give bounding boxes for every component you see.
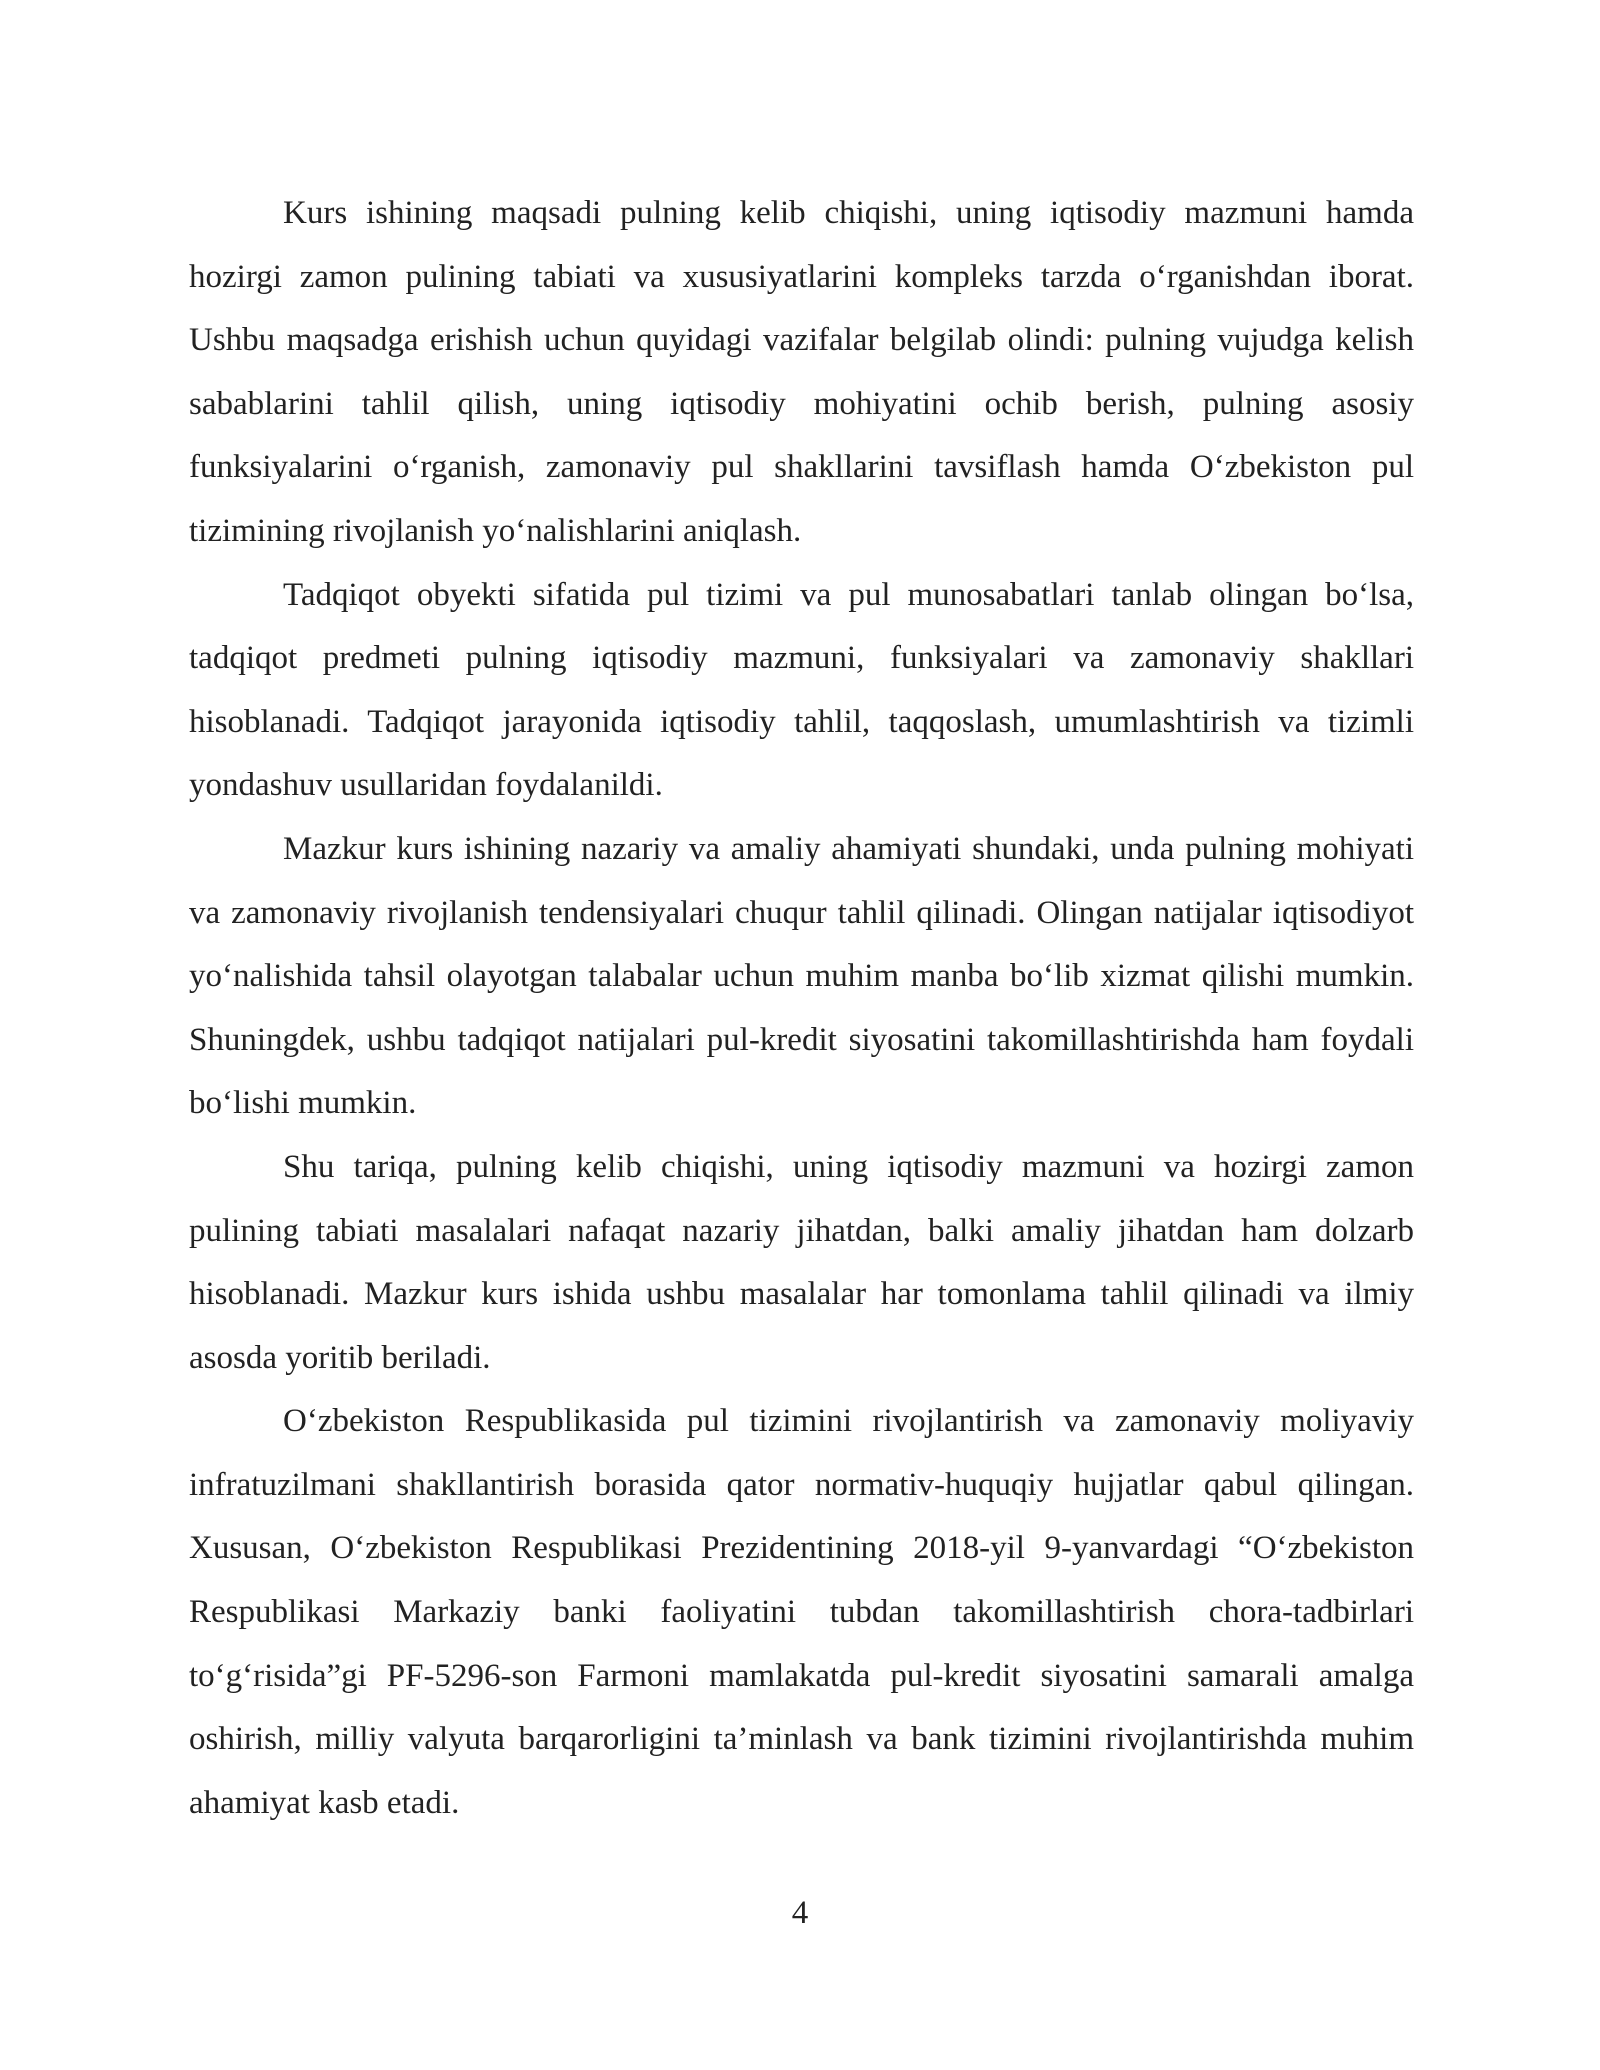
body-text <box>189 182 1414 1835</box>
page-number: 4 <box>791 1895 809 1931</box>
paragraph-4: Shu tariqa, pulning kelib chiqishi, uning iqtisodiy mazmuni va hozirgi zamon pulining tabiati masalalari nafaqat nazariy jihatdan, balki amaliy jihatdan ham dolzarb hisoblanadi. Mazkur kurs ishida ushbu masalalar har tomonlama tahlil qilinadi va ilmiy asosda yoritib beriladi. <box>189 1148 1414 1376</box>
paragraph-2: Tadqiqot obyekti sifatida pul tizimi va pul munosabatlari tanlab olingan bo‘lsa, tadqiqot predmeti pulning iqtisodiy mazmuni, funksiyalari va zamonaviy shakllari hisoblanadi. Tadqiqot jarayonida iqtisodiy tahlil, taqqoslash, umumlashtirish va tizimli yondashuv usullaridan foydalanildi. <box>189 576 1414 804</box>
paragraph-5: O‘zbekiston Respublikasida pul tizimini rivojlantirish va zamonaviy moliyaviy infratuzilmani shakllantirish borasida qator normativ-huquqiy hujjatlar qabul qilingan. Xususan, O‘zbekiston Respublikasi Prezidentining 2018-yil 9-yanvardagi “O‘zbekiston Respublikasi Markaziy banki faoliyatini tubdan takomillashtirish chora-tadbirlari to‘g‘risida”gi PF-5296-son Farmoni mamlakatda pul-kredit siyosatini samarali amalga oshirish, milliy valyuta barqarorligini ta’minlash va bank tizimini rivojlantirishda muhim ahamiyat kasb etadi. <box>189 1403 1414 1821</box>
paragraph-1: Kurs ishining maqsadi pulning kelib chiqishi, uning iqtisodiy mazmuni hamda hozirgi zamon pulining tabiati va xususiyatlarini kompleks tarzda o‘rganishdan iborat. Ushbu maqsadga erishish uchun quyidagi vazifalar belgilab olindi: pulning vujudga kelish sabablarini tahlil qilish, uning iqtisodiy mohiyatini ochib berish, pulning asosiy funksiyalarini o‘rganish, zamonaviy pul shakllarini tavsiflash hamda O‘zbekiston pul tizimining rivojlanish yo‘nalishlarini aniqlash. <box>189 195 1414 549</box>
paragraph-3: Mazkur kurs ishining nazariy va amaliy ahamiyati shundaki, unda pulning mohiyati va zamonaviy rivojlanish tendensiyalari chuqur tahlil qilinadi. Olingan natijalar iqtisodiyot yo‘nalishida tahsil olayotgan talabalar uchun muhim manba bo‘lib xizmat qilishi mumkin. Shuningdek, ushbu tadqiqot natijalari pul-kredit siyosatini takomillashtirishda ham foydali bo‘lishi mumkin. <box>189 830 1414 1122</box>
